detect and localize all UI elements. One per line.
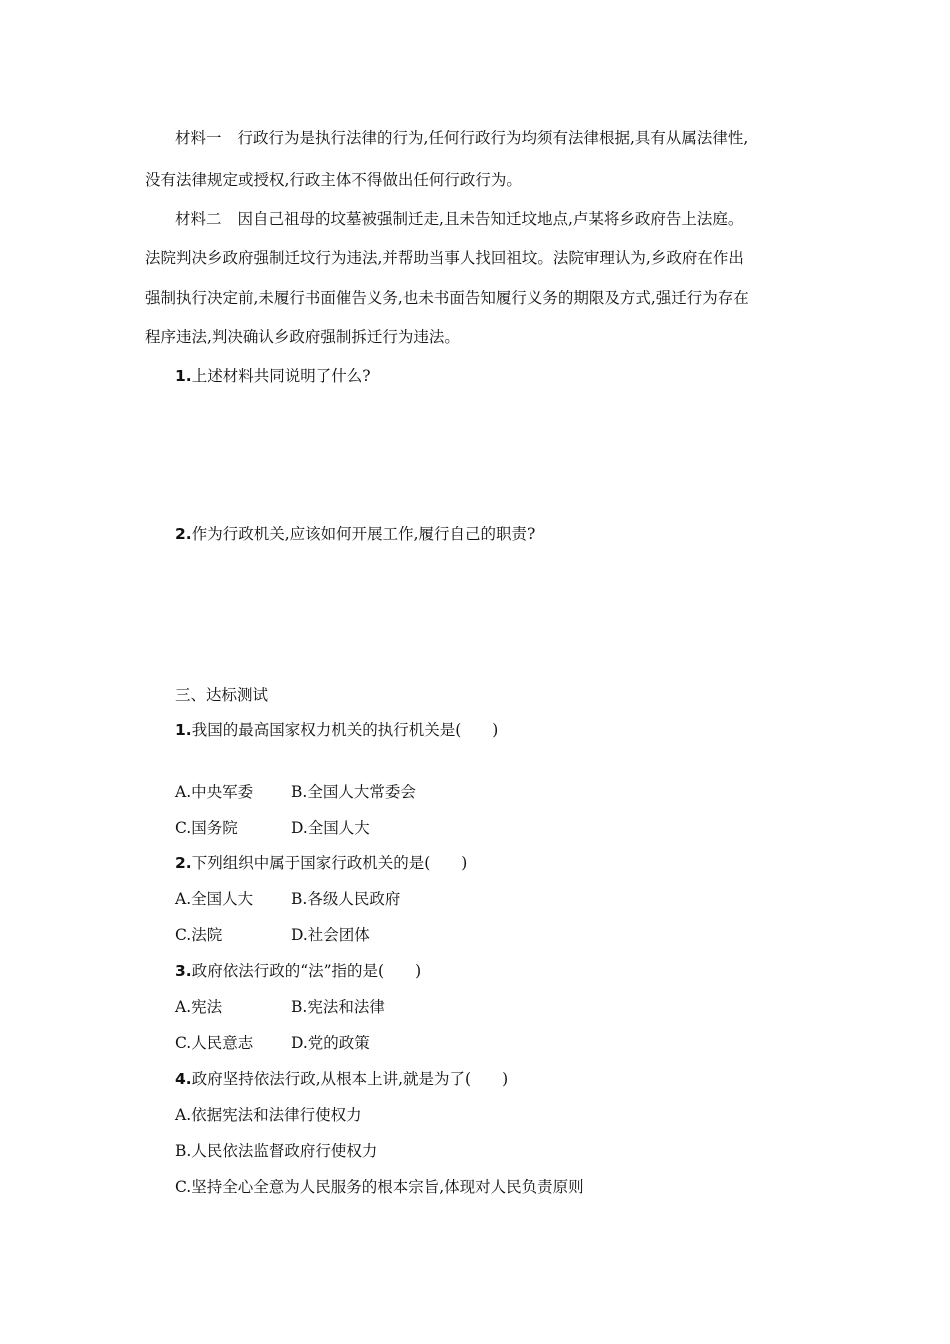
question-number: 1. <box>175 367 192 385</box>
q1-option-a: A.中央军委 <box>175 783 254 801</box>
q2-option-b: B.各级人民政府 <box>291 890 401 908</box>
question-text: 上述材料共同说明了什么? <box>191 367 371 385</box>
material-2-label: 材料二 <box>175 210 222 228</box>
q2-option-a: A.全国人大 <box>175 890 254 908</box>
q1-option-c: C.国务院 <box>175 819 238 837</box>
material-1-text-1: 行政行为是执行法律的行为,任何行政行为均须有法律根据,具有从属法律性, <box>237 129 749 147</box>
test-question-4 <box>175 1069 508 1089</box>
material-2-line-1 <box>175 209 743 229</box>
question-text: 政府依法行政的“法”指的是( ) <box>191 962 422 980</box>
test-question-3 <box>175 961 421 981</box>
q4-option-c: C.坚持全心全意为人民服务的根本宗旨,体现对人民负责原则 <box>175 1178 584 1196</box>
material-2-line-3: 强制执行决定前,未履行书面催告义务,也未书面告知履行义务的期限及方式,强迁行为存在 <box>145 289 749 307</box>
question-text: 下列组织中属于国家行政机关的是( ) <box>191 854 468 872</box>
question-number: 2. <box>175 854 192 872</box>
q1-option-b: B.全国人大常委会 <box>291 783 416 801</box>
q4-option-b: B.人民依法监督政府行使权力 <box>175 1142 378 1160</box>
test-question-2 <box>175 853 467 873</box>
test-question-1 <box>175 720 498 740</box>
q3-option-b: B.宪法和法律 <box>291 998 385 1016</box>
question-number: 4. <box>175 1070 192 1088</box>
q2-option-c: C.法院 <box>175 926 223 944</box>
q3-option-d: D.党的政策 <box>291 1034 370 1052</box>
material-2-line-4: 程序违法,判决确认乡政府强制拆迁行为违法。 <box>145 328 460 346</box>
question-number: 1. <box>175 721 192 739</box>
material-2-text-1: 因自己祖母的坟墓被强制迁走,且未告知迁坟地点,卢某将乡政府告上法庭。 <box>237 210 744 228</box>
section-heading: 三、达标测试 <box>175 686 269 704</box>
material-1-line-2: 没有法律规定或授权,行政主体不得做出任何行政行为。 <box>145 171 522 189</box>
analysis-question-2 <box>175 524 535 544</box>
material-1-label: 材料一 <box>175 129 222 147</box>
material-1-line-1 <box>175 128 748 148</box>
q3-option-a: A.宪法 <box>175 998 223 1016</box>
q4-option-a: A.依据宪法和法律行使权力 <box>175 1106 362 1124</box>
analysis-question-1 <box>175 366 371 386</box>
question-number: 3. <box>175 962 192 980</box>
q1-option-d: D.全国人大 <box>291 819 370 837</box>
question-text: 作为行政机关,应该如何开展工作,履行自己的职责? <box>191 525 536 543</box>
question-number: 2. <box>175 525 192 543</box>
material-2-line-2: 法院判决乡政府强制迁坟行为违法,并帮助当事人找回祖坟。法院审理认为,乡政府在作出 <box>145 249 744 267</box>
question-text: 我国的最高国家权力机关的执行机关是( ) <box>191 721 499 739</box>
q3-option-c: C.人民意志 <box>175 1034 254 1052</box>
question-text: 政府坚持依法行政,从根本上讲,就是为了( ) <box>191 1070 509 1088</box>
q2-option-d: D.社会团体 <box>291 926 370 944</box>
